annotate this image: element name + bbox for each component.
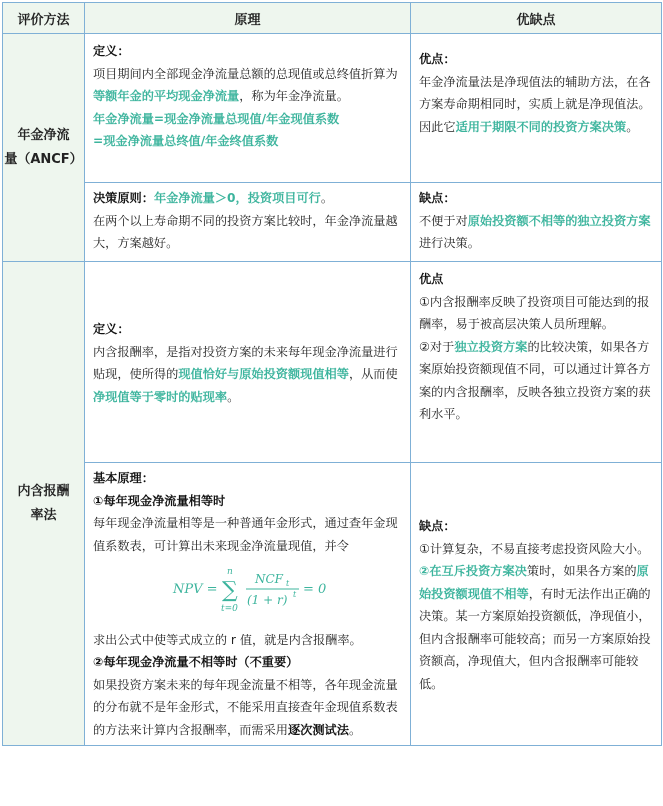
annc-rule-text: 在两个以上寿命期不同的投资方案比较时，年金净流量越大，方案越好。 — [93, 213, 398, 250]
method-annc-line2: 量（ANCF） — [4, 151, 83, 167]
irr-definition-text: 内含报酬率，是指对投资方案的未来每年现金净流量进行贴现，使所得的现值恰好与原始投资额现值相等，从而使净现值等于零时的贴现率。 — [93, 344, 398, 404]
annc-disadvantages-cell — [411, 183, 662, 262]
annc-row-2 — [3, 183, 662, 262]
irr-principle-p2: 求出公式中使等式成立的 r 值，就是内含报酬率。 — [93, 632, 362, 647]
method-annc-line1: 年金净流 — [17, 127, 70, 143]
comparison-table — [2, 2, 662, 746]
irr-disadvantages-title: 缺点： — [419, 519, 456, 533]
annc-definition-cell — [85, 34, 411, 183]
npv-formula-svg — [169, 563, 329, 617]
sum-symbol: ∑ — [221, 578, 238, 603]
annc-rule-line: 决策原则：年金净流量＞0，投资项目可行。 — [93, 191, 334, 205]
annc-definition-text: 项目期间内全部现金净流量总额的总现值或总终值折算为等额年金的平均现金净流量，称为年金净流量。 — [93, 66, 398, 103]
header-method: 评价方法 — [3, 3, 85, 34]
annc-advantages-text: 年金净流量法是净现值法的辅助方法，在各方案寿命期相同时，实质上就是净现值法。因此它适用于期限不同的投资方案决策。 — [419, 74, 651, 134]
header-row — [3, 3, 662, 34]
formula-lhs: NPV = — [172, 582, 218, 597]
formula-den-sup: t — [292, 590, 296, 599]
annc-disadvantages-title: 缺点： — [419, 191, 456, 205]
irr-row-1 — [3, 262, 662, 463]
irr-advantages-p1: ①内含报酬率反映了投资项目可能达到的报酬率，易于被高层决策人员所理解。 — [419, 294, 650, 331]
annc-advantages-cell — [411, 34, 662, 183]
irr-principle-p3: 如果投资方案未来的每年现金流量不相等，各年现金流量的分布就不是年金形式，不能采用直接查年金现值系数表的方法来计算内含报酬率，而需采用逐次测试法。 — [93, 677, 398, 737]
annc-formula-2: =现金净流量总终值/年金终值系数 — [93, 134, 279, 148]
npv-formula — [93, 557, 404, 629]
annc-disadvantages-text: 不便于对原始投资额不相等的独立投资方案进行决策。 — [419, 213, 651, 250]
method-annc — [3, 34, 85, 262]
method-irr — [3, 262, 85, 746]
annc-rule-cell — [85, 183, 411, 262]
irr-principle-p1: 每年现金净流量相等是一种普通年金形式，通过查年金现值系数表，可计算出未来现金净流量现值，并令 — [93, 516, 398, 553]
irr-definition-cell — [85, 262, 411, 463]
irr-disadvantages-p1: ①计算复杂，不易直接考虑投资风险大小。 — [419, 541, 650, 556]
annc-row-1 — [3, 34, 662, 183]
irr-advantages-cell — [411, 262, 662, 463]
formula-numerator: NCF — [254, 572, 283, 586]
formula-rhs: = 0 — [302, 582, 326, 597]
formula-sum-bottom: t=0 — [220, 604, 238, 614]
header-principle: 原理 — [85, 3, 411, 34]
formula-sum-top: n — [226, 567, 233, 577]
header-pros-cons: 优缺点 — [411, 3, 662, 34]
irr-definition-title: 定义： — [93, 322, 130, 336]
method-irr-line2: 率法 — [30, 507, 57, 523]
irr-disadvantages-p2: ②在互斥投资方案决策时，如果各方案的原始投资额现值不相等，有时无法作出正确的决策。某一方案原始投资额低，净现值小，但内含报酬率可能较高；而另一方案原始投资额高，净现值大，但内含报酬率可能较低。 — [419, 564, 651, 691]
irr-principle-s2: ②每年现金净流量不相等时（不重要） — [93, 655, 299, 669]
irr-principle-cell — [85, 463, 411, 746]
formula-denominator: (1 + r) — [246, 593, 287, 607]
irr-advantages-title: 优点 — [419, 272, 444, 286]
irr-principle-title: 基本原理： — [93, 471, 154, 485]
method-irr-line1: 内含报酬 — [17, 483, 70, 499]
annc-formula-1: 年金净流量=现金净流量总现值/年金现值系数 — [93, 111, 340, 126]
irr-disadvantages-cell — [411, 463, 662, 746]
irr-advantages-p2: ②对于独立投资方案的比较决策，如果各方案原始投资额现值不同，可以通过计算各方案的内含报酬率，反映各独立投资方案的获利水平。 — [419, 339, 651, 421]
annc-definition-title: 定义： — [93, 44, 130, 58]
annc-advantages-title: 优点： — [419, 52, 456, 66]
formula-num-sub: t — [285, 579, 289, 588]
irr-row-2 — [3, 463, 662, 746]
irr-principle-s1: ①每年现金净流量相等时 — [93, 493, 226, 508]
